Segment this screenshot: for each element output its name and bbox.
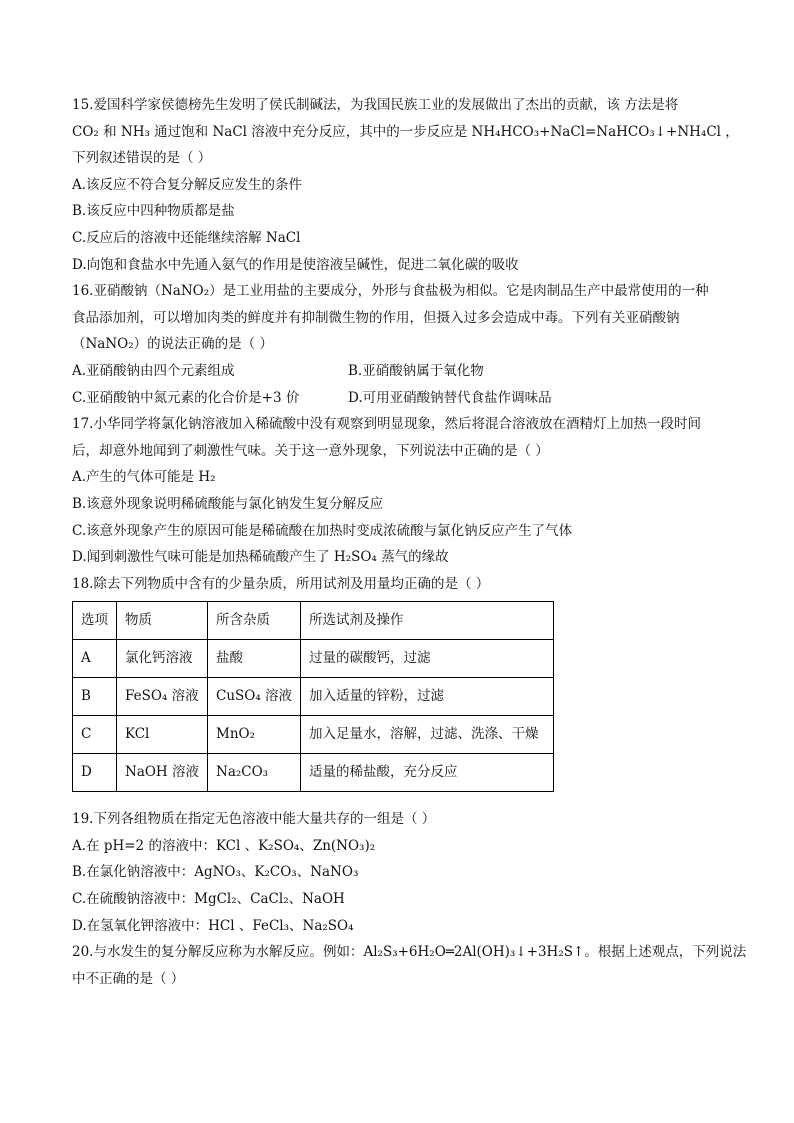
table-cell: D: [73, 754, 117, 792]
option-c: C.在硫酸钠溶液中：MgCl₂、CaCl₂、NaOH: [72, 891, 345, 908]
question-stem: （NaNO₂）的说法正确的是（ ）: [72, 336, 273, 353]
option-d: D.闻到刺激性气味可能是加热稀硫酸产生了 H₂SO₄ 蒸气的缘故: [72, 549, 449, 566]
table-cell: CuSO₄ 溶液: [208, 678, 301, 716]
option-b: B.该反应中四种物质都是盐: [72, 203, 235, 220]
question-17: [72, 411, 732, 571]
table-header: 物质: [117, 602, 208, 640]
option-d: D.可用亚硝酸钠替代食盐作调味品: [348, 389, 552, 406]
question-18: [72, 571, 732, 793]
options-row: [72, 385, 732, 412]
option-b: B.该意外现象说明稀硫酸能与氯化钠发生复分解反应: [72, 495, 384, 512]
table-cell: MnO₂: [208, 716, 301, 754]
options-row: [72, 358, 732, 385]
question-stem: CO₂ 和 NH₃ 通过饱和 NaCl 溶液中充分反应，其中的一步反应是 NH₄HCO₃+NaCl=NaHCO₃↓+NH₄Cl ，: [72, 123, 739, 140]
table-cell: 加入足量水，溶解，过滤、洗涤、干燥: [301, 716, 554, 754]
table-cell: B: [73, 678, 117, 716]
table-cell: FeSO₄ 溶液: [117, 678, 208, 716]
question-stem: 15.爱国科学家侯德榜先生发明了侯氏制碱法，为我国民族工业的发展做出了杰出的贡献，该 方法是将: [72, 97, 679, 113]
question-15: [72, 92, 739, 278]
question-19: [72, 806, 732, 939]
option-a: A.产生的气体可能是 H₂: [72, 469, 216, 486]
table-cell: 氯化钙溶液: [117, 640, 208, 678]
option-a: A.在 pH=2 的溶液中：KCl 、K₂SO₄、Zn(NO₃)₂: [72, 837, 376, 854]
table-header: 所含杂质: [208, 602, 301, 640]
table-cell: 适量的稀盐酸，充分反应: [301, 754, 554, 792]
table-row: [73, 678, 554, 716]
options-table: [72, 601, 554, 792]
table-cell: KCl: [117, 716, 208, 754]
option-c: C.该意外现象产生的原因可能是稀硫酸在加热时变成浓硫酸与氯化钠反应产生了气体: [72, 522, 573, 539]
question-stem: 20.与水发生的复分解反应称为水解反应。例如：Al₂S₃+6H₂O═2Al(OH)₃↓+3H₂S↑。根据上述观点，下列说法: [72, 944, 747, 961]
option-a: A.亚硝酸钠由四个元素组成: [72, 362, 235, 379]
exam-page: [72, 92, 747, 992]
option-a: A.该反应不符合复分解反应发生的条件: [72, 176, 303, 193]
table-row: [73, 754, 554, 792]
table-cell: A: [73, 640, 117, 678]
option-c: C.亚硝酸钠中氮元素的化合价是+3 价: [72, 389, 300, 406]
table-cell: NaOH 溶液: [117, 754, 208, 792]
option-d: D.向饱和食盐水中先通入氨气的作用是使溶液呈碱性，促进二氧化碳的吸收: [72, 256, 519, 273]
question-stem: 16.亚硝酸钠（NaNO₂）是工业用盐的主要成分，外形与食盐极为相似。它是肉制品生产中最常使用的一种: [72, 283, 709, 300]
option-b: B.在氯化钠溶液中：AgNO₃、K₂CO₃、NaNO₃: [72, 864, 359, 881]
table-cell: 加入适量的锌粉，过滤: [301, 678, 554, 716]
question-stem: 17.小华同学将氯化钠溶液加入稀硫酸中没有观察到明显现象，然后将混合溶液放在酒精灯上加热一段时间: [72, 416, 701, 433]
option-c: C.反应后的溶液中还能继续溶解 NaCl: [72, 229, 301, 246]
question-stem: 下列叙述错误的是（ ）: [72, 150, 212, 167]
question-16: [72, 278, 732, 411]
table-cell: 盐酸: [208, 640, 301, 678]
option-d: D.在氢氧化钾溶液中：HCl 、FeCl₃、Na₂SO₄: [72, 917, 354, 934]
table-header: 所选试剂及操作: [301, 602, 554, 640]
table-header-row: [73, 602, 554, 640]
question-stem: 19.下列各组物质在指定无色溶液中能大量共存的一组是（ ）: [72, 811, 436, 828]
table-cell: C: [73, 716, 117, 754]
question-stem: 食品添加剂，可以增加肉类的鲜度并有抑制微生物的作用，但摄入过多会造成中毒。下列有关亚硝酸钠: [72, 309, 680, 326]
question-stem: 18.除去下列物质中含有的少量杂质，所用试剂及用量均正确的是（ ）: [72, 575, 490, 592]
table-row: [73, 716, 554, 754]
question-stem: 后，却意外地闻到了刺激性气味。关于这一意外现象，下列说法中正确的是（ ）: [72, 442, 549, 459]
question-20: [72, 939, 747, 992]
table-header: 选项: [73, 602, 117, 640]
option-b: B.亚硝酸钠属于氧化物: [348, 362, 484, 379]
table-row: [73, 640, 554, 678]
question-stem: 中不正确的是（ ）: [72, 970, 185, 987]
table-cell: Na₂CO₃: [208, 754, 301, 792]
table-cell: 过量的碳酸钙，过滤: [301, 640, 554, 678]
